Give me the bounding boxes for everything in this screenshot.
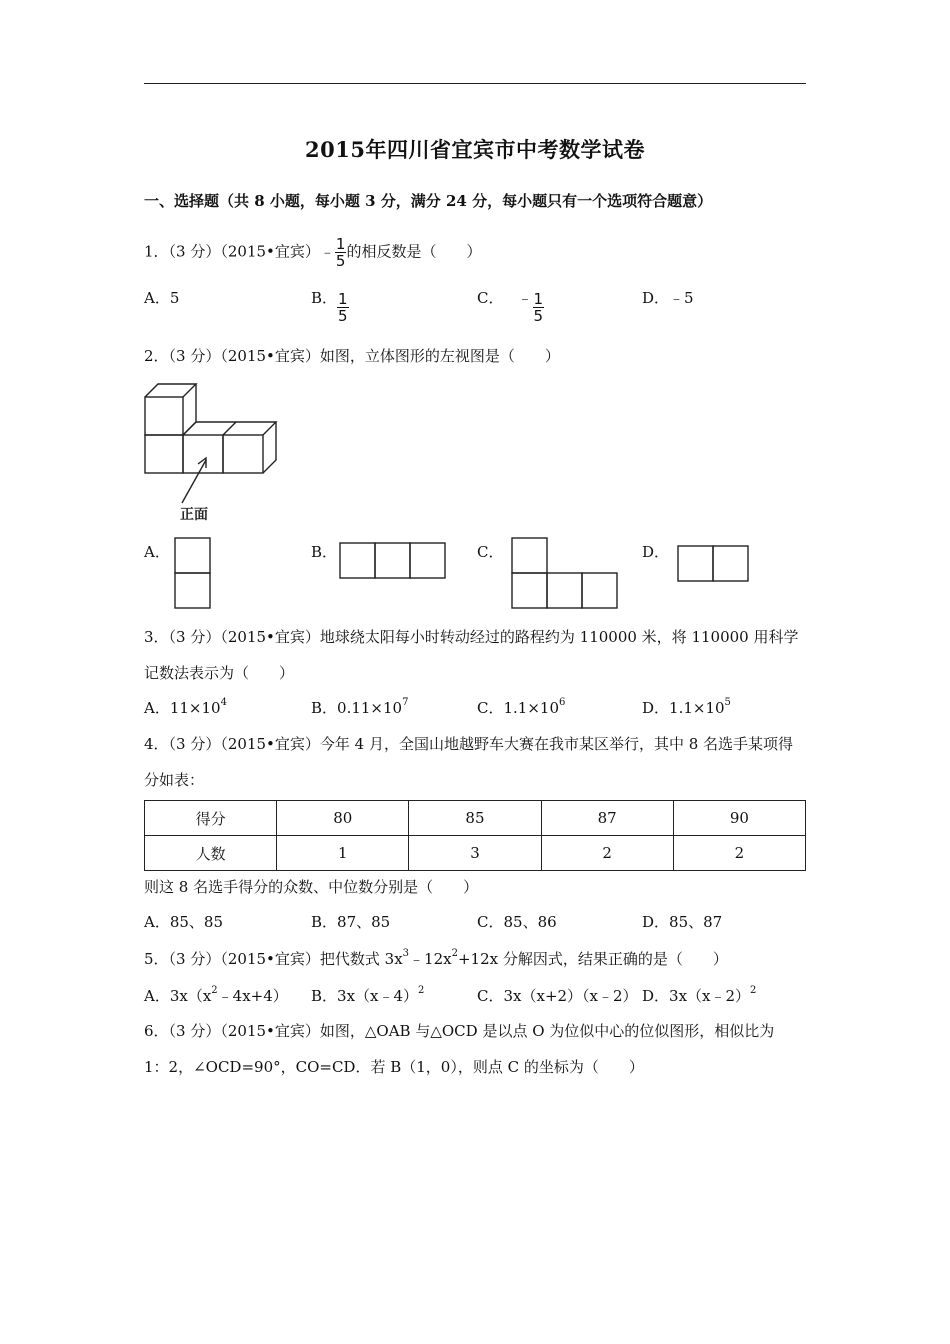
q3-option-b: B．$0.11\times 10^7$: [311, 697, 409, 717]
q2-option-c-figure: [511, 537, 623, 611]
q2-option-a-label: A．: [144, 543, 170, 561]
table-cell: 2: [673, 836, 805, 871]
q1-option-b: B． $\frac{1}{5}$: [311, 289, 348, 325]
table-cell: 3: [409, 836, 541, 871]
table-cell: 80: [277, 801, 409, 836]
q4-option-c: C．85、86: [477, 913, 557, 931]
table-cell: 87: [541, 801, 673, 836]
q1-suffix: 的相反数是（ ）: [346, 242, 482, 261]
cube-bottom-side: [263, 422, 276, 473]
table-cell: 得分: [145, 801, 277, 836]
score-table: [144, 800, 806, 871]
cube-top-front: [145, 397, 183, 435]
question-3-line-2: 记数法表示为（ ）: [144, 664, 295, 682]
q1-option-a: A．5: [144, 289, 180, 307]
q3-option-a: A．$11\times 10^4$: [144, 697, 227, 717]
header-rule: [144, 83, 806, 84]
front-arrow: [182, 460, 206, 503]
q2-option-a-figure: [174, 537, 212, 611]
q2-option-d-label: D．: [642, 543, 670, 561]
question-4-line-2: 分如表：: [144, 771, 205, 789]
q1-fraction: $\frac{1}{5}$: [335, 235, 346, 270]
solid-figure: [140, 380, 280, 525]
q3-option-c: C．$1.1\times 10^6$: [477, 697, 566, 717]
cube-bottom-1: [145, 435, 183, 473]
q5-option-a: A．$3x(x^2﹣4x+4)$: [144, 985, 288, 1005]
question-1: [144, 236, 481, 269]
question-6-line-2: 1：2，∠OCD=90°，CO=CD．若 B（1，0），则点 C 的坐标为（ ）: [144, 1058, 644, 1076]
q5-option-c: C．3x（x+2）（x﹣2）: [477, 987, 638, 1005]
table-cell: 1: [277, 836, 409, 871]
q4-option-a: A．85、85: [144, 913, 224, 931]
cube-bottom-3: [223, 435, 263, 473]
question-4-line-1: 4．（3 分）（2015•宜宾）今年 4 月，全国山地越野车大赛在我市某区举行，其中 8 名选手某项得: [144, 735, 794, 753]
q2-option-b-label: B．: [311, 543, 338, 561]
q2-option-c-label: C．: [477, 543, 504, 561]
question-6-line-1: 6．（3 分）（2015•宜宾）如图，△OAB 与△OCD 是以点 O 为位似中心的位似图形，相似比为: [144, 1022, 775, 1040]
q5-option-d: D．3x（x﹣2）$^2$: [642, 985, 757, 1005]
table-cell: 2: [541, 836, 673, 871]
cube-top-top: [145, 384, 196, 397]
question-3-line-1: 3．（3 分）（2015•宜宾）地球绕太阳每小时转动经过的路程约为 110000 米，将 110000 用科学: [144, 628, 799, 646]
q3-option-d: D．$1.1\times 10^5$: [642, 697, 731, 717]
table-cell: 90: [673, 801, 805, 836]
q1-option-d: D．﹣5: [642, 289, 694, 307]
cube-top-side: [183, 384, 196, 435]
q1-b-fraction: $\frac{1}{5}$: [338, 290, 348, 325]
table-cell: 85: [409, 801, 541, 836]
q2-option-d-figure: [677, 545, 752, 583]
q1-c-fraction: $\frac{1}{5}$: [533, 290, 544, 325]
section-heading: 一、选择题（共 8 小题，每小题 3 分，满分 24 分，每小题只有一个选项符合题意）: [144, 192, 713, 210]
q4-option-d: D．85、87: [642, 913, 723, 931]
q5-option-b: B．3x（x﹣4）$^2$: [311, 985, 425, 1005]
q1-prefix: 1．（3 分）（2015•宜宾）: [144, 242, 320, 261]
table-row: [145, 836, 806, 871]
question-2: 2．（3 分）（2015•宜宾）如图，立体图形的左视图是（ ）: [144, 347, 560, 365]
exam-title: 2015年四川省宜宾市中考数学试卷: [305, 137, 645, 162]
q1-option-c: C． ﹣ $\frac{1}{5}$: [477, 289, 544, 325]
front-label: 正面: [180, 507, 208, 523]
q1-neg-sign: ﹣: [319, 242, 335, 261]
q2-option-b-figure: [339, 542, 449, 580]
question-4-after: 则这 8 名选手得分的众数、中位数分别是（ ）: [144, 878, 479, 896]
table-row: [145, 801, 806, 836]
q4-option-b: B．87、85: [311, 913, 391, 931]
table-cell: 人数: [145, 836, 277, 871]
question-5: 5．（3 分）（2015•宜宾）把代数式 $3x^3﹣12x^2+12x$ 分解因式，结果正确的是（ ）: [144, 948, 728, 968]
cube-bottom-2: [183, 435, 223, 473]
